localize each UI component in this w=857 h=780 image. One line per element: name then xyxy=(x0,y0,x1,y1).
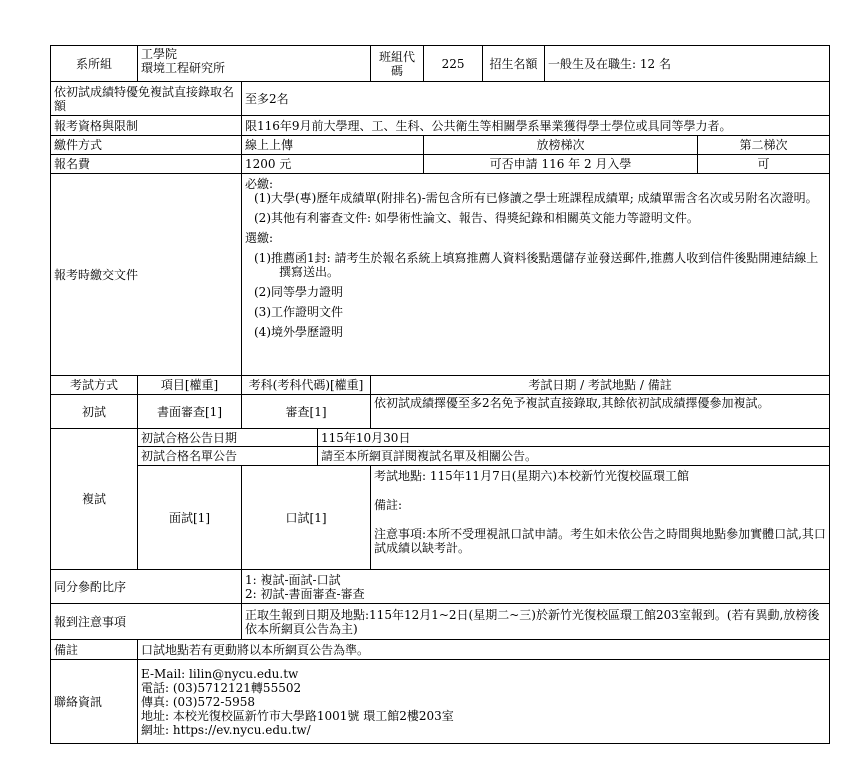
contact-fax: 傳真: (03)572-5958 xyxy=(141,694,255,709)
eligibility-value: 限116年9月前大學理、工、生科、公共衛生等相關學系畢業獲得學士學位或具同等學力者。 xyxy=(242,116,830,136)
optional-item-2: (2)同等學力證明 xyxy=(254,285,343,299)
college-name: 工學院 xyxy=(141,47,178,61)
direct-admission-row xyxy=(51,82,830,116)
admission-table xyxy=(50,45,830,744)
interview-item: 面試[1] xyxy=(138,466,242,570)
optional-title: 選繳: xyxy=(245,231,274,245)
class-code-label: 班組代碼 xyxy=(371,46,424,82)
fee-value: 1200 元 xyxy=(242,155,424,174)
quota-value: 一般生及在職生: 12 名 xyxy=(545,46,830,82)
initial-exam-subject: 審查[1] xyxy=(242,395,371,429)
exam-subject-header: 考科(考科代碼)[權重] xyxy=(242,376,371,395)
payment-label: 繳件方式 xyxy=(51,136,242,155)
exam-item-header: 項目[權重] xyxy=(138,376,242,395)
announce-list-label: 初試合格名單公告 xyxy=(138,447,318,466)
announce-list-row xyxy=(51,447,830,466)
fee-row xyxy=(51,155,830,174)
tie-break-line-1: 1: 複試-面試-口試 xyxy=(245,572,341,587)
second-exam-label: 複試 xyxy=(51,429,138,570)
required-title: 必繳: xyxy=(245,177,274,191)
interview-notice: 注意事項:本所不受理視訊口試申請。考生如未依公告之時間與地點參加實體口試,其口試成績以缺考計。 xyxy=(374,527,826,555)
institute-name: 環境工程研究所 xyxy=(141,61,226,75)
fee-label: 報名費 xyxy=(51,155,242,174)
eligibility-label: 報考資格與限制 xyxy=(51,116,242,136)
payment-row xyxy=(51,136,830,155)
initial-exam-note: 依初試成績擇優至多2名免予複試直接錄取,其餘依初試成績擇優參加複試。 xyxy=(371,395,830,429)
dept-label: 系所組 xyxy=(51,46,138,82)
remarks-row xyxy=(51,640,830,660)
tie-break-row xyxy=(51,570,830,604)
quota-label: 招生名額 xyxy=(483,46,545,82)
contact-label: 聯絡資訊 xyxy=(51,660,138,744)
initial-exam-label: 初試 xyxy=(51,395,138,429)
remarks-label: 備註 xyxy=(51,640,138,660)
early-admission-value: 可 xyxy=(698,155,830,174)
optional-item-3: (3)工作證明文件 xyxy=(254,305,343,319)
announce-date-label: 初試合格公告日期 xyxy=(138,429,318,447)
report-value: 正取生報到日期及地點:115年12月1~2日(星期二~三)於新竹光復校區環工館203室報到。(若有異動,放榜後依本所網頁公告為主) xyxy=(242,604,830,640)
tie-break-line-2: 2: 初試-書面審查-審查 xyxy=(245,586,365,601)
direct-admission-value: 至多2名 xyxy=(242,82,830,116)
report-row xyxy=(51,604,830,640)
header-row xyxy=(51,46,830,82)
optional-item-1: (1)推薦函1封: 請考生於報名系統上填寫推薦人資料後點選儲存並發送郵件,推薦人收到信件後點開連結線上撰寫送出。 xyxy=(254,251,819,279)
exam-method-header: 考試方式 xyxy=(51,376,138,395)
documents-content xyxy=(242,174,830,376)
interview-subject: 口試[1] xyxy=(242,466,371,570)
announce-date-value: 115年10月30日 xyxy=(318,429,830,447)
optional-item-4: (4)境外學歷證明 xyxy=(254,325,343,339)
early-admission-label: 可否申請 116 年 2 月入學 xyxy=(424,155,698,174)
payment-value: 線上上傳 xyxy=(242,136,424,155)
exam-date-place-header: 考試日期 / 考試地點 / 備註 xyxy=(371,376,830,395)
interview-details xyxy=(371,466,830,570)
ranking-label: 放榜梯次 xyxy=(424,136,698,155)
required-item-1: (1)大學(專)歷年成績單(附排名)-需包含所有已修讀之學士班課程成績單; 成績單需含名次或另附名次證明。 xyxy=(254,191,818,205)
documents-row xyxy=(51,174,830,376)
announce-list-value: 請至本所網頁詳閱複試名單及相關公告。 xyxy=(318,447,830,466)
documents-label: 報考時繳交文件 xyxy=(51,174,242,376)
initial-exam-item: 書面審查[1] xyxy=(138,395,242,429)
dept-name xyxy=(138,46,371,82)
remarks-value: 口試地點若有更動將以本所網頁公告為準。 xyxy=(138,640,830,660)
second-round-label: 第二梯次 xyxy=(698,136,830,155)
exam-header-row xyxy=(51,376,830,395)
contact-email: E-Mail: lilin@nycu.edu.tw xyxy=(141,666,299,681)
initial-exam-row xyxy=(51,395,830,429)
contact-address: 地址: 本校光復校區新竹市大學路1001號 環工館2樓203室 xyxy=(141,708,454,723)
tie-break-label: 同分參酌比序 xyxy=(51,570,242,604)
eligibility-row xyxy=(51,116,830,136)
tie-break-value xyxy=(242,570,830,604)
interview-place: 考試地點: 115年11月7日(星期六)本校新竹光復校區環工館 xyxy=(374,469,690,483)
announce-date-row xyxy=(51,429,830,447)
contact-phone: 電話: (03)5712121轉55502 xyxy=(141,680,302,695)
interview-remark: 備註: xyxy=(374,498,403,512)
interview-row xyxy=(51,466,830,570)
report-label: 報到注意事項 xyxy=(51,604,242,640)
contact-website: 網址: https://ev.nycu.edu.tw/ xyxy=(141,722,311,737)
class-code: 225 xyxy=(424,46,483,82)
contact-info xyxy=(138,660,830,744)
direct-admission-label: 依初試成績特優免複試直接錄取名額 xyxy=(51,82,242,116)
contact-row xyxy=(51,660,830,744)
required-item-2: (2)其他有利審查文件: 如學術性論文、報告、得獎紀錄和相關英文能力等證明文件。 xyxy=(254,211,699,225)
